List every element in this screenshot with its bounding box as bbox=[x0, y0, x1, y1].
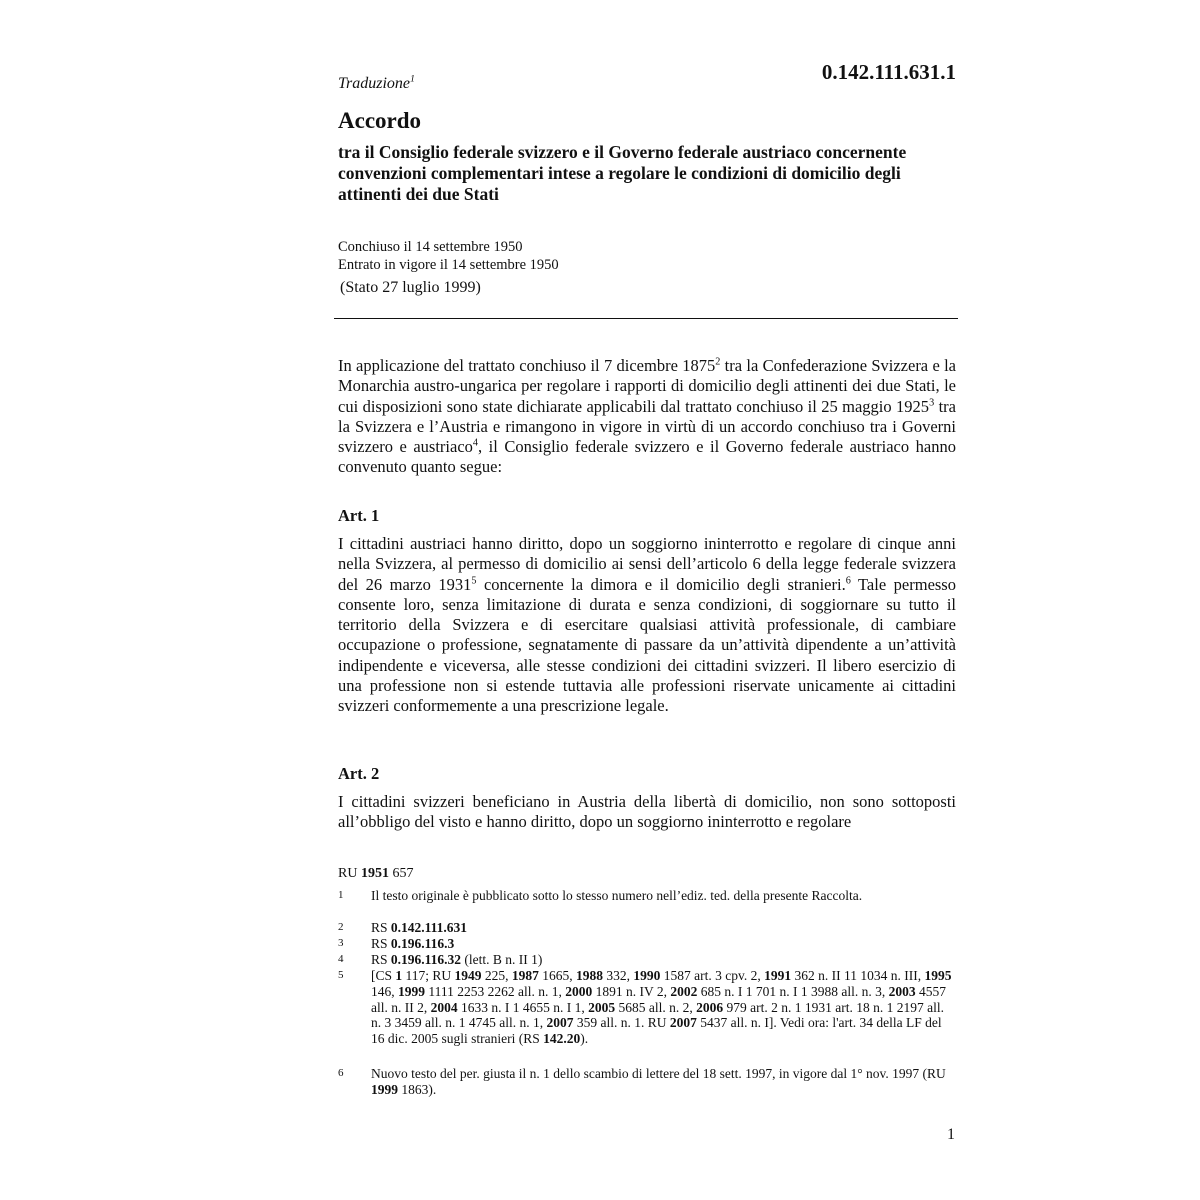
dates-block bbox=[338, 238, 559, 274]
fn5-seg: 146, bbox=[371, 983, 398, 999]
fn5-seg: ). bbox=[580, 1031, 589, 1047]
fn5-seg: [CS bbox=[371, 968, 396, 983]
article-2-heading: Art. 2 bbox=[338, 764, 380, 783]
ru-year: 1951 bbox=[360, 866, 389, 881]
preamble-text-3: tra la Svizzera e l’Austria e rimangono in vigore in virtù di un accordo conchiuso tra i Governi svizzero e austriaco bbox=[338, 396, 956, 457]
footnote-ref-1[interactable]: 1 bbox=[410, 73, 415, 85]
footnote-6-text bbox=[371, 1066, 956, 1098]
fn5-seg: 1111 2253 2262 all. n. 1, bbox=[425, 983, 566, 999]
document-subtitle: tra il Consiglio federale svizzero e il Governo federale austriaco concernente convenzioni complementari intese a regolare le condizioni di domicilio degli attinenti dei due Stati bbox=[338, 142, 907, 204]
fn5-bold: 2006 bbox=[696, 999, 724, 1015]
fn5-seg: 362 n. II 11 1034 n. III, bbox=[791, 968, 925, 983]
footnote-3-text bbox=[371, 936, 956, 952]
fn5-seg: 1891 n. IV 2, bbox=[592, 983, 671, 999]
fn5-bold: 2007 bbox=[546, 1015, 574, 1031]
translation-label bbox=[338, 75, 415, 93]
footnote-1-text: Il testo originale è pubblicato sotto lo stesso numero nell’ediz. ted. della presente Raccolta. bbox=[371, 888, 863, 903]
footnote-ref-4[interactable]: 4 bbox=[472, 437, 478, 449]
footnote-4-prefix: RS bbox=[371, 952, 391, 967]
footnote-2-prefix: RS bbox=[371, 920, 391, 935]
fn5-seg: 225, bbox=[481, 968, 512, 983]
fn5-seg: 1665, bbox=[538, 968, 577, 983]
footnote-4-text bbox=[371, 952, 956, 968]
footnote-5-text bbox=[371, 968, 956, 1047]
official-collection-reference bbox=[338, 866, 413, 882]
fn5-seg: 1633 n. I 1 4655 n. I 1, bbox=[457, 999, 589, 1015]
fn5-bold: 1991 bbox=[764, 968, 792, 983]
article-1-text-3: Tale permesso consente loro, senza limitazione di durata e senza condizioni, di soggiornare su tutto il territorio della Svizzera e di esercitare qualsiasi attività professionale, di cambiare occupazione o professione, segnatamente di passare da un’attività dipendente a un’attività indipendente e viceversa, alle stesse condizioni dei cittadini svizzeri. Il libero esercizio di una professione non si estende tuttavia alle professioni riservate unicamente ai cittadini svizzeri conformemente a una prescrizione legale. bbox=[338, 574, 956, 716]
footnote-ref-6[interactable]: 6 bbox=[845, 575, 851, 587]
fn5-bold: 1999 bbox=[398, 983, 425, 999]
footnote-4-suffix: (lett. B n. II 1) bbox=[461, 952, 543, 967]
fn6-bold: 1999 bbox=[371, 1081, 398, 1097]
fn6-seg: Nuovo testo del per. giusta il n. 1 dello scambio di lettere del 18 sett. 1997, in vigore dal 1° nov. 1997 (RU bbox=[371, 1066, 946, 1081]
preamble-text-2: tra la Confederazione Svizzera e la Monarchia austro-ungarica per regolare i rapporti di domicilio degli attinenti dei due Stati, le cui disposizioni sono state dichiarate applicabili dal trattato conchiuso il 25 maggio 1925 bbox=[338, 356, 956, 416]
footnote-2-number: 2 bbox=[338, 921, 344, 933]
fn5-bold: 1987 bbox=[511, 968, 539, 983]
fn5-bold: 2003 bbox=[888, 983, 916, 999]
fn5-bold: 1949 bbox=[454, 968, 482, 983]
footnote-6-number: 6 bbox=[338, 1067, 344, 1079]
footnote-2-ref[interactable]: 0.142.111.631 bbox=[390, 920, 468, 935]
fn5-bold: 2007 bbox=[669, 1015, 697, 1031]
footnote-3-ref[interactable]: 0.196.116.3 bbox=[390, 936, 455, 951]
fn5-bold: 2004 bbox=[430, 999, 458, 1015]
fn5-seg: 332, bbox=[603, 968, 634, 983]
article-1-heading: Art. 1 bbox=[338, 506, 380, 525]
fn5-bold: 1 bbox=[395, 968, 403, 983]
preamble-text-1: In applicazione del trattato conchiuso il 7 dicembre 1875 bbox=[338, 356, 716, 375]
footnote-5-number: 5 bbox=[338, 969, 344, 981]
translation-label-text: Traduzione bbox=[338, 75, 411, 92]
state-date: (Stato 27 luglio 1999) bbox=[340, 279, 481, 296]
footnote-2-text bbox=[371, 920, 956, 936]
fn5-seg: 685 n. I 1 701 n. I 1 3988 all. n. 3, bbox=[697, 983, 889, 999]
fn5-seg: 5437 all. n. I]. Vedi ora: l'art. 34 della LF del 16 dic. 2005 sugli stranieri (RS bbox=[371, 1015, 942, 1047]
document-title: Accordo bbox=[338, 108, 422, 133]
footnote-ref-3[interactable]: 3 bbox=[929, 397, 935, 409]
fn6-seg: 1863). bbox=[398, 1081, 437, 1097]
fn5-bold: 142.20 bbox=[543, 1031, 581, 1047]
article-2-text: I cittadini svizzeri beneficiano in Austria della libertà di domicilio, non sono sottoposti all’obbligo del visto e hanno diritto, dopo un soggiorno ininterrotto e regolare bbox=[338, 792, 956, 832]
article-1-text bbox=[338, 534, 956, 717]
footnote-ref-5[interactable]: 5 bbox=[471, 575, 477, 587]
fn5-bold: 1990 bbox=[633, 968, 661, 983]
preamble-text-4: , il Consiglio federale svizzero e il Governo federale austriaco hanno convenuto quanto segue: bbox=[338, 437, 956, 477]
fn5-bold: 2000 bbox=[565, 983, 593, 999]
fn5-seg: 979 art. 2 n. 1 1931 art. 18 n. 1 2197 all. n. 3 3459 all. n. 1 4745 all. n. 1, bbox=[371, 999, 944, 1031]
ru-prefix: RU bbox=[338, 866, 361, 881]
systematic-number: 0.142.111.631.1 bbox=[821, 60, 956, 84]
fn5-seg: 359 all. n. 1. RU bbox=[573, 1015, 670, 1031]
footnote-3-number: 3 bbox=[338, 937, 344, 949]
in-force-date: Entrato in vigore il 14 settembre 1950 bbox=[338, 257, 559, 273]
article-1-text-1: I cittadini austriaci hanno diritto, dopo un soggiorno ininterrotto e regolare di cinque anni nella Svizzera, al permesso di domicilio ai sensi dell’articolo 6 della legge federale svizzera del 26 marzo 1931 bbox=[338, 534, 956, 594]
fn5-seg: 117; RU bbox=[402, 968, 455, 983]
fn5-seg: 4557 all. n. II 2, bbox=[371, 983, 947, 1015]
fn5-seg: 1587 art. 3 cpv. 2, bbox=[660, 968, 765, 983]
page-number: 1 bbox=[947, 1126, 955, 1143]
ru-page: 657 bbox=[388, 866, 414, 881]
preamble-paragraph bbox=[338, 356, 956, 478]
fn5-bold: 2002 bbox=[670, 983, 698, 999]
article-1-text-2: concernente la dimora e il domicilio degli stranieri. bbox=[476, 574, 846, 594]
fn5-bold: 2005 bbox=[588, 999, 616, 1015]
footnote-1-number: 1 bbox=[338, 889, 344, 901]
fn5-bold: 1995 bbox=[924, 968, 952, 983]
footnote-4-number: 4 bbox=[338, 953, 344, 965]
footnote-4-ref[interactable]: 0.196.116.32 bbox=[390, 952, 462, 967]
footnote-ref-2[interactable]: 2 bbox=[715, 356, 721, 368]
concluded-date: Conchiuso il 14 settembre 1950 bbox=[338, 239, 523, 255]
header-divider bbox=[334, 318, 958, 319]
footnote-3-prefix: RS bbox=[371, 936, 391, 951]
fn5-seg: 5685 all. n. 2, bbox=[615, 999, 697, 1015]
fn5-bold: 1988 bbox=[576, 968, 604, 983]
